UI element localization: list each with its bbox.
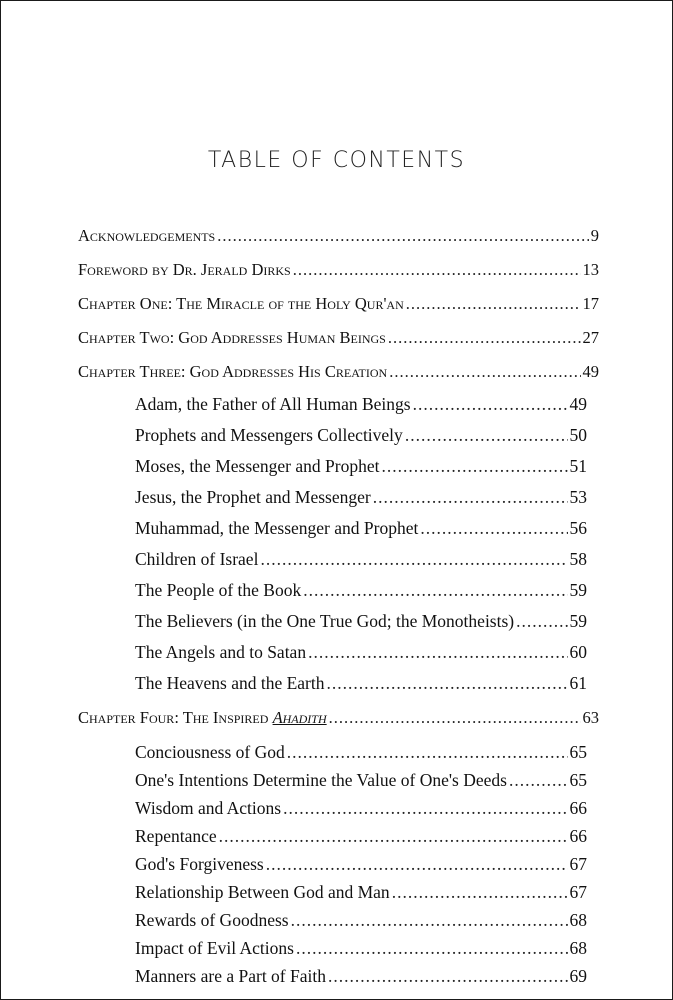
- toc-entry-chapter-four[interactable]: [78, 710, 599, 727]
- page-number: 66: [569, 798, 587, 818]
- entry-title: The Angels and to Satan: [135, 642, 307, 662]
- entry-title: Moses, the Messenger and Prophet: [135, 456, 380, 476]
- dot-leader: [219, 828, 568, 846]
- toc-entry-section[interactable]: [135, 644, 587, 662]
- entry-title: Relationship Between God and Man: [135, 882, 390, 902]
- toc-entry-section[interactable]: [135, 940, 587, 958]
- page-number: 17: [582, 294, 599, 313]
- toc-entry-section[interactable]: [135, 828, 587, 846]
- entry-title: Chapter One: The Miracle of the Holy Qur'an: [78, 294, 404, 313]
- dot-leader: [303, 582, 567, 600]
- dot-leader: [260, 551, 567, 569]
- dot-leader: [296, 940, 568, 958]
- entry-title: [78, 710, 327, 727]
- toc-entry-section[interactable]: [135, 613, 587, 631]
- page-number: 65: [569, 742, 587, 762]
- page-number: 67: [569, 882, 587, 902]
- toc-entry-chapter-one[interactable]: [78, 296, 599, 313]
- page-number: 49: [582, 362, 599, 381]
- toc-entry-chapter-two[interactable]: [78, 330, 599, 347]
- dot-leader: [329, 710, 581, 727]
- dot-leader: [381, 458, 567, 476]
- page-number: 27: [582, 328, 599, 347]
- toc-entry-section[interactable]: [135, 912, 587, 930]
- page-number: 58: [569, 549, 587, 569]
- page-number: 49: [569, 394, 587, 414]
- dot-leader: [392, 884, 568, 902]
- entry-title: Acknowledgements: [78, 226, 216, 245]
- entry-title-italic-word: Ahadith: [272, 708, 327, 727]
- entry-title: Repentance: [135, 826, 217, 846]
- dot-leader: [388, 330, 581, 347]
- dot-leader: [516, 613, 567, 631]
- entry-title: The Heavens and the Earth: [135, 673, 325, 693]
- page-number: 60: [569, 642, 587, 662]
- toc-entry-section[interactable]: [135, 551, 587, 569]
- page-number: 66: [569, 826, 587, 846]
- dot-leader: [509, 772, 568, 790]
- entry-title: The Believers (in the One True God; the Monotheists): [135, 611, 515, 631]
- entry-title: Chapter Three: God Addresses His Creation: [78, 362, 388, 381]
- entry-title: Wisdom and Actions: [135, 798, 282, 818]
- dot-leader: [217, 228, 589, 245]
- entry-title: Rewards of Goodness: [135, 910, 289, 930]
- dot-leader: [413, 396, 568, 414]
- dot-leader: [327, 675, 568, 693]
- toc-entry-section[interactable]: [135, 856, 587, 874]
- page-number: 59: [569, 580, 587, 600]
- entry-title: Chapter Two: God Addresses Human Beings: [78, 328, 386, 347]
- entry-title: Manners are a Part of Faith: [135, 966, 326, 986]
- dot-leader: [328, 968, 568, 986]
- page-number: 61: [569, 673, 587, 693]
- toc-entry-section[interactable]: [135, 427, 587, 445]
- dot-leader: [389, 364, 580, 381]
- page-number: 53: [569, 487, 587, 507]
- toc-entry-section[interactable]: [135, 772, 587, 790]
- dot-leader: [291, 912, 568, 930]
- toc-entry-chapter-three[interactable]: [78, 364, 599, 381]
- entry-title-prefix: Chapter Four: The Inspired: [78, 708, 273, 727]
- page-number: 63: [582, 708, 599, 727]
- toc-entry-section[interactable]: [135, 489, 587, 507]
- toc-entry-section[interactable]: [135, 458, 587, 476]
- dot-leader: [308, 644, 567, 662]
- entry-title: Adam, the Father of All Human Beings: [135, 394, 411, 414]
- toc-entry-section[interactable]: [135, 744, 587, 762]
- page-number: 68: [569, 938, 587, 958]
- entry-title: One's Intentions Determine the Value of One's Deeds: [135, 770, 507, 790]
- dot-leader: [283, 800, 567, 818]
- dot-leader: [405, 427, 568, 445]
- toc-entry-section[interactable]: [135, 884, 587, 902]
- dot-leader: [266, 856, 568, 874]
- entry-title: Conciousness of God: [135, 742, 285, 762]
- entry-title: Foreword by Dr. Jerald Dirks: [78, 260, 291, 279]
- page-number: 67: [569, 854, 587, 874]
- entry-title: Muhammad, the Messenger and Prophet: [135, 518, 419, 538]
- entry-title: Children of Israel: [135, 549, 259, 569]
- page-number: 65: [569, 770, 587, 790]
- page-number: 13: [582, 260, 599, 279]
- toc-entry-section[interactable]: [135, 675, 587, 693]
- dot-leader: [373, 489, 568, 507]
- entry-title: God's Forgiveness: [135, 854, 264, 874]
- dot-leader: [420, 520, 567, 538]
- dot-leader: [293, 262, 581, 279]
- page-number: 69: [569, 966, 587, 986]
- entry-title: Impact of Evil Actions: [135, 938, 294, 958]
- dot-leader: [406, 296, 581, 313]
- page-number: 50: [569, 425, 587, 445]
- page-number: 56: [569, 518, 587, 538]
- page-title: TABLE OF CONTENTS: [207, 148, 466, 173]
- toc-entry-section[interactable]: [135, 582, 587, 600]
- toc-entry-section[interactable]: [135, 800, 587, 818]
- dot-leader: [287, 744, 568, 762]
- toc-entry-section[interactable]: [135, 396, 587, 414]
- entry-title: Prophets and Messengers Collectively: [135, 425, 403, 445]
- page-number: 9: [590, 226, 599, 245]
- page-number: 68: [569, 910, 587, 930]
- toc-entry-foreword[interactable]: [78, 262, 599, 279]
- entry-title: The People of the Book: [135, 580, 302, 600]
- toc-entry-section[interactable]: [135, 968, 587, 986]
- entry-title: Jesus, the Prophet and Messenger: [135, 487, 371, 507]
- page-number: 51: [569, 456, 587, 476]
- page-number: 59: [569, 611, 587, 631]
- toc-entry-section[interactable]: [135, 520, 587, 538]
- toc-entry-acknowledgements[interactable]: [78, 228, 599, 245]
